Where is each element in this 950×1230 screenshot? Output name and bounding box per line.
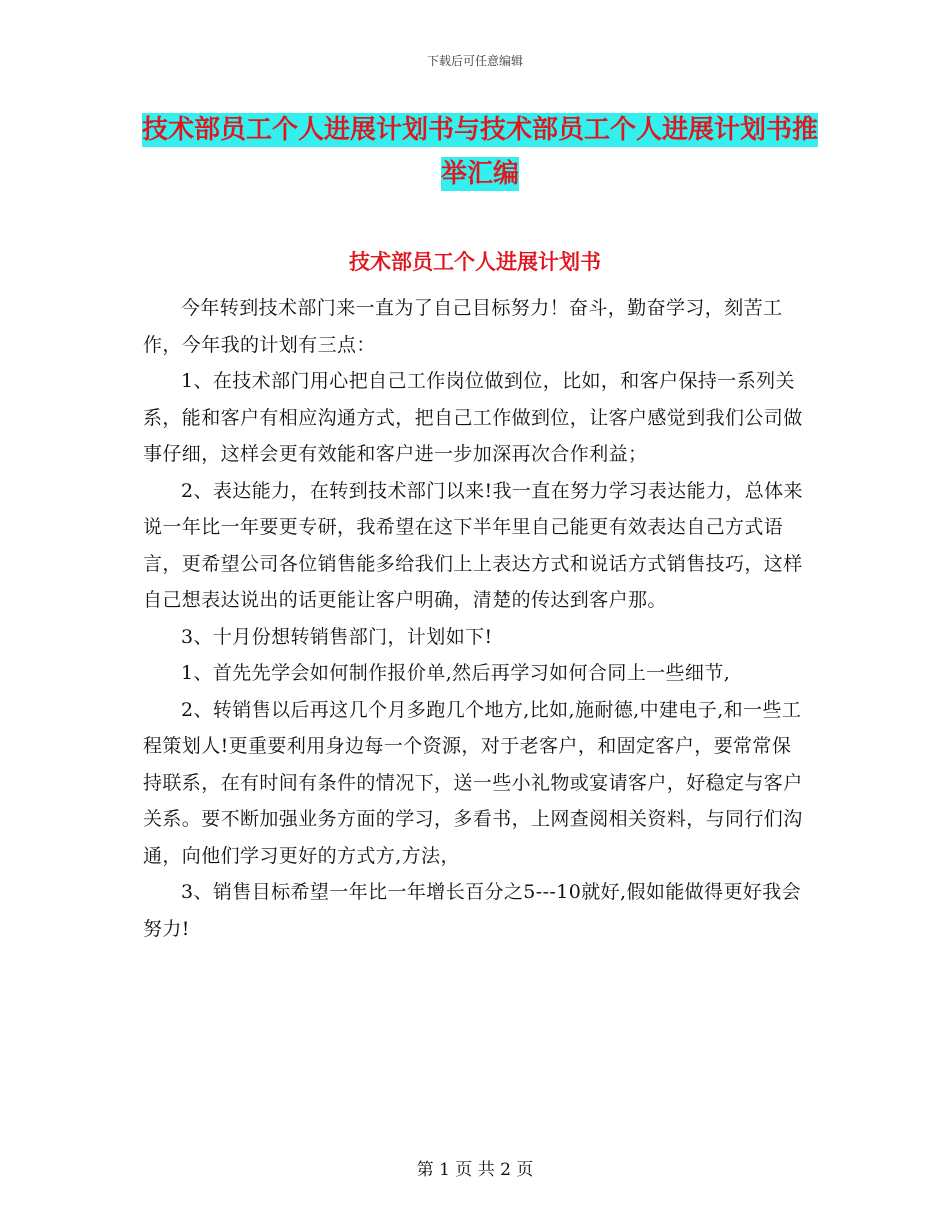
document-title xyxy=(130,108,830,196)
document-body xyxy=(143,290,803,947)
paragraph: 1、在技术部门用心把自己工作岗位做到位，比如，和客户保持一系列关系，能和客户有相应沟通方式，把自己工作做到位，让客户感觉到我们公司做事仔细，这样会更有效能和客户进一步加深再次合作利益； xyxy=(143,370,803,465)
page-footer: 第 1 页 共 2 页 xyxy=(416,1160,534,1180)
paragraph: 今年转到技术部门来一直为了自己目标努力！奋斗，勤奋学习，刻苦工作，今年我的计划有三点： xyxy=(143,297,783,356)
paragraph: 2、表达能力，在转到技术部门以来!我一直在努力学习表达能力，总体来说一年比一年要更专研，我希望在这下半年里自己能更有效表达自己方式语言，更希望公司各位销售能多给我们上上表达方式和说话方式销售技巧，这样自己想表达说出的话更能让客户明确，清楚的传达到客户那。 xyxy=(143,479,803,611)
paragraph: 3、销售目标希望一年比一年增长百分之5---10就好,假如能做得更好我会努力! xyxy=(143,881,802,940)
section-title: 技术部员工个人进展计划书 xyxy=(349,250,601,274)
paragraph: 1、首先先学会如何制作报价单,然后再学习如何合同上一些细节, xyxy=(181,662,731,684)
paragraph: 2、转销售以后再这几个月多跑几个地方,比如,施耐德,中建电子,和一些工程策划人!更重要利用身边每一个资源，对于老客户，和固定客户，要常常保持联系，在有时间有条件的情况下，送一些小礼物或宴请客户，好稳定与客户关系。要不断加强业务方面的学习，多看书，上网查阅相关资料，与同行们沟通，向他们学习更好的方式方,方法， xyxy=(143,698,803,867)
header-note: 下载后可任意编辑 xyxy=(426,54,523,68)
document-title-text: 技术部员工个人进展计划书与技术部员工个人进展计划书推举汇编 xyxy=(141,115,818,189)
paragraph: 3、十月份想转销售部门，计划如下! xyxy=(181,625,493,648)
